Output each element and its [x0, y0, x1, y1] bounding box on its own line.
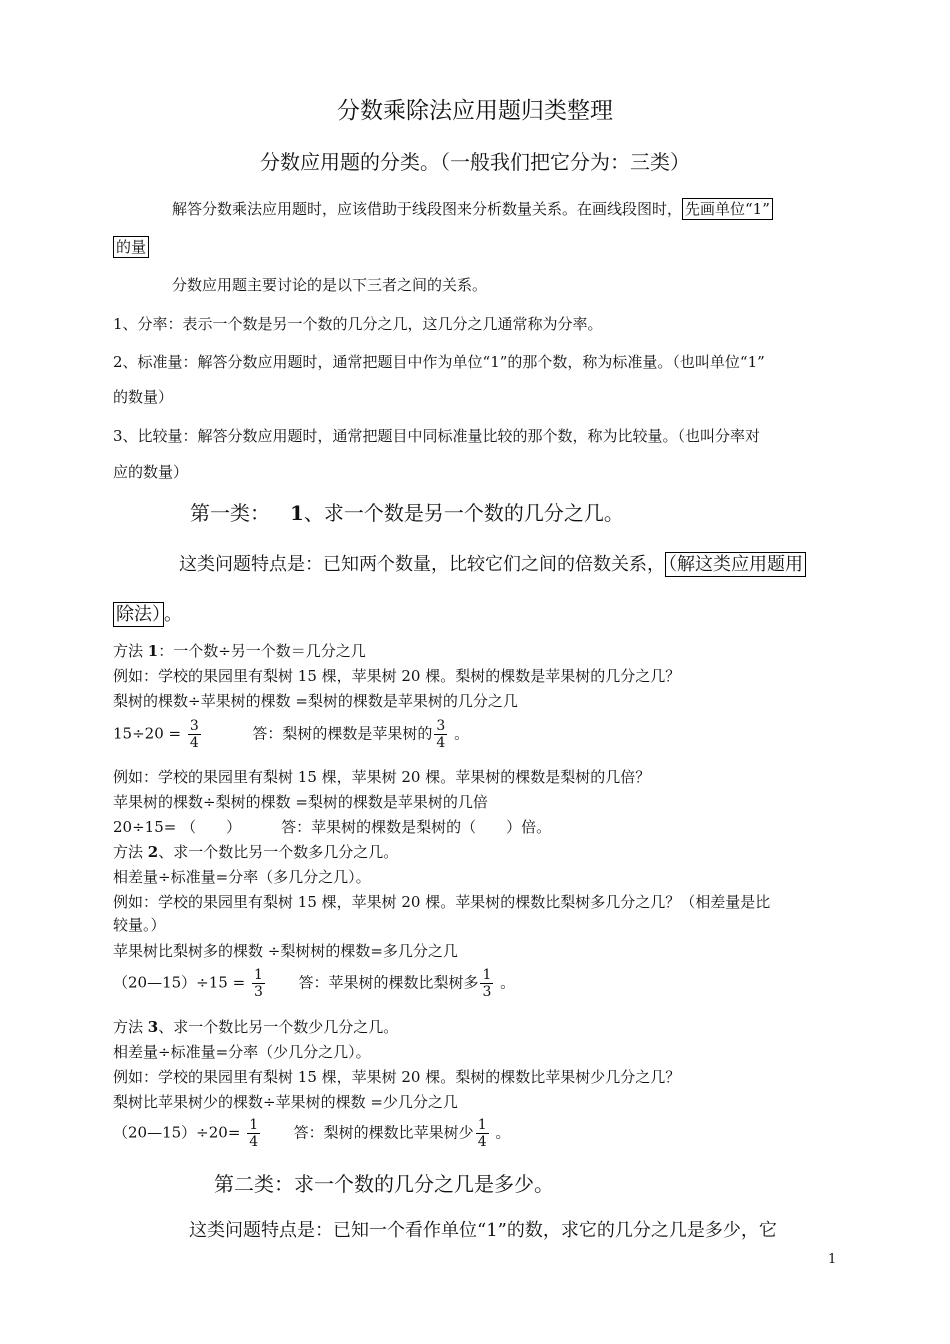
method-one: [113, 640, 366, 661]
example-four-relation: 梨树比苹果树少的棵数÷苹果树的棵数 =少几分之几: [113, 1093, 458, 1111]
calc-expression: （20—15）÷20=: [113, 1123, 241, 1142]
calc-answer-end: 。: [495, 973, 516, 992]
method-two-text: 、求一个数比另一个数多几分之几。: [158, 843, 399, 861]
definition-fraction-rate: 1、分率：表示一个数是另一个数的几分之几，这几分之几通常称为分率。: [113, 315, 603, 333]
method-two-label: 方法: [113, 843, 148, 861]
method-three-relation: 相差量÷标准量=分率（少几分之几）。: [113, 1043, 371, 1061]
calc-answer: 答：梨树的棵数比苹果树少: [293, 1123, 474, 1142]
fraction-one-third: $\frac{1}{3}$: [253, 967, 263, 1000]
answer-fraction: $\frac{3}{4}$: [436, 718, 446, 751]
calc-answer-end: 。: [449, 724, 470, 743]
calc-expression: 15÷20 =: [113, 724, 182, 743]
example-two: 例如：学校的果园里有梨树 15 棵，苹果树 20 棵。苹果树的棵数是梨树的几倍？: [113, 768, 651, 786]
boxed-note-quantity: 的量: [113, 236, 149, 258]
page-subtitle: 分数应用题的分类。（一般我们把它分为：三类）: [260, 150, 690, 174]
definition-compared-quantity: 3、比较量：解答分数应用题时，通常把题目中同标准量比较的那个数，称为比较量。（也叫分率对: [113, 427, 761, 445]
fraction-one-quarter: $\frac{1}{4}$: [249, 1117, 259, 1150]
method-one-text: ：一个数÷另一个数＝几分之几: [158, 642, 366, 660]
example-three-cont: 较量。）: [113, 916, 166, 934]
method-three: [113, 1016, 398, 1037]
example-three-calculation: [113, 967, 515, 1000]
class-one-text: 、求一个数是另一个数的几分之几。: [303, 501, 624, 525]
calc-expression: 20÷15= （ ）: [113, 818, 242, 836]
definition-standard-quantity: 2、标准量：解答分数应用题时，通常把题目中作为单位“1”的那个数，称为标准量。（也叫单位“1”: [113, 353, 765, 371]
class-one-feature-cont: [113, 600, 182, 626]
method-three-label: 方法: [113, 1018, 148, 1036]
calc-expression: （20—15）÷15 =: [113, 973, 246, 992]
example-three: 例如：学校的果园里有梨树 15 棵，苹果树 20 棵。苹果树的棵数比梨树多几分之几？（相差量是比: [113, 893, 771, 911]
calc-answer: 答：苹果树的棵数是梨树的（ ）倍。: [281, 818, 552, 836]
intro-text: 解答分数乘法应用题时，应该借助于线段图来分析数量关系。在画线段图时，: [172, 200, 683, 218]
example-four: 例如：学校的果园里有梨树 15 棵，苹果树 20 棵。梨树的棵数比苹果树少几分之几？: [113, 1068, 681, 1086]
example-three-relation: 苹果树比梨树多的棵数 ÷梨树树的棵数=多几分之几: [113, 942, 458, 960]
example-one-relation: 梨树的棵数÷苹果树的棵数 =梨树的棵数是苹果树的几分之几: [113, 692, 518, 710]
method-one-label: 方法: [113, 642, 148, 660]
calc-answer-end: 。: [490, 1123, 511, 1142]
example-four-calculation: [113, 1117, 510, 1150]
class-one-number: 1: [290, 501, 304, 525]
calc-answer: 答：梨树的棵数是苹果树的: [252, 724, 433, 743]
method-two-number: 2: [147, 843, 159, 861]
definition-compared-quantity-cont: 应的数量）: [113, 463, 189, 481]
page-number: 1: [828, 1252, 837, 1267]
boxed-note-use-division: （解这类应用题用: [665, 552, 806, 577]
answer-fraction: $\frac{1}{4}$: [477, 1117, 487, 1150]
intro-paragraph: [172, 198, 773, 219]
class-one-label: 第一类：: [190, 501, 270, 525]
method-one-number: 1: [147, 642, 159, 660]
boxed-note-division: 除法）: [113, 602, 164, 627]
class-one-feature: [179, 550, 806, 576]
calc-answer: 答：苹果树的棵数比梨树多: [298, 973, 479, 992]
class-two-heading: 第二类：求一个数的几分之几是多少。: [214, 1172, 554, 1196]
boxed-note-unit-one: 先画单位“1”: [682, 198, 773, 220]
method-three-number: 3: [147, 1018, 159, 1036]
example-one-calculation: [113, 718, 469, 751]
answer-fraction: $\frac{1}{3}$: [482, 967, 492, 1000]
example-two-calculation: [113, 816, 551, 837]
example-two-relation: 苹果树的棵数÷梨树的棵数 =梨树的棵数是苹果树的几倍: [113, 793, 488, 811]
method-three-text: 、求一个数比另一个数少几分之几。: [158, 1018, 399, 1036]
relation-intro: 分数应用题主要讨论的是以下三者之间的关系。: [172, 276, 488, 294]
page-title: 分数乘除法应用题归类整理: [337, 98, 613, 124]
class-one-heading: [190, 497, 624, 526]
method-two-relation: 相差量÷标准量=分率（多几分之几）。: [113, 868, 371, 886]
class-one-feature-text: 这类问题特点是：已知两个数量，比较它们之间的倍数关系，: [179, 554, 665, 575]
method-two: [113, 841, 398, 862]
example-one: 例如：学校的果园里有梨树 15 棵，苹果树 20 棵。梨树的棵数是苹果树的几分之几？: [113, 667, 681, 685]
definition-standard-quantity-cont: 的数量）: [113, 388, 174, 406]
intro-paragraph-cont: [113, 236, 149, 257]
fraction-three-quarters: $\frac{3}{4}$: [189, 718, 199, 751]
class-two-feature: 这类问题特点是：已知一个看作单位“1”的数，求它的几分之几是多少，它: [189, 1220, 777, 1241]
class-one-feature-end: 。: [164, 604, 182, 625]
